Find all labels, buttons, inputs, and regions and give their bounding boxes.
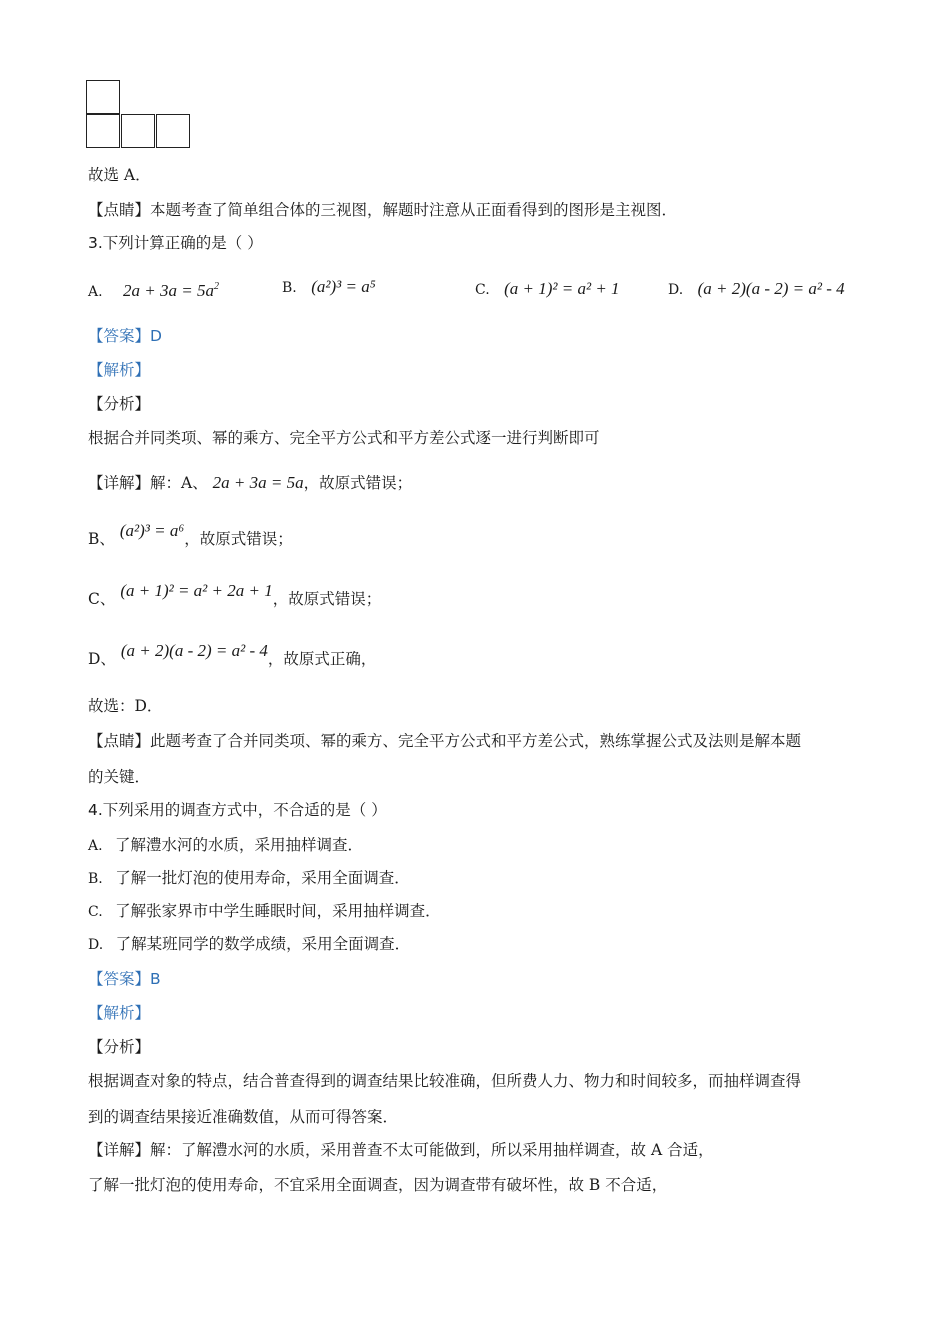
q3-detail-c xyxy=(88,581,382,610)
q4-option-c xyxy=(88,900,441,923)
q4-option-a-text: 了解澧水河的水质，采用抽样调查． xyxy=(115,836,364,854)
q4-fenxi-text-2: 到的调查结果接近准确数值，从而可得答案． xyxy=(88,1108,399,1126)
q4-fenxi-text-1: 根据调查对象的特点，结合普查得到的调查结果比较准确，但所费人力、物力和时间较多，而抽样调查得 xyxy=(88,1072,802,1090)
q3-option-a-sup: 2 xyxy=(213,281,219,292)
q3-detail-d-suffix: ，故原式正确， xyxy=(267,650,377,668)
q3-option-c-letter: C. xyxy=(475,282,490,298)
q3-detail-a xyxy=(88,472,412,494)
q3-detail-a-prefix: 解：A、 xyxy=(150,474,208,492)
q3-dianjing-line-2: 的关键． xyxy=(88,768,151,786)
q3-detail-b xyxy=(88,521,293,550)
q3-answer-tag: 【答案】 xyxy=(88,327,151,345)
q4-answer-tag: 【答案】 xyxy=(88,970,151,988)
q3-option-d xyxy=(668,278,845,301)
q3-analysis-tag: 【解析】 xyxy=(88,361,151,379)
dianjing-line xyxy=(88,199,677,221)
q3-detail-tag: 【详解】 xyxy=(88,474,151,492)
dianjing-text: 本题考查了简单组合体的三视图，解题时注意从正面看得到的图形是主视图． xyxy=(150,201,678,219)
q4-answer-value: B xyxy=(150,970,161,988)
q3-option-c-expr: (a + 1)² = a² + 1 xyxy=(504,279,620,298)
q4-detail-tag: 【详解】 xyxy=(88,1141,151,1159)
q3-dianjing-text-1: 此题考查了合并同类项、幂的乘方、完全平方公式和平方差公式，熟练掌握公式及法则是解本题 xyxy=(150,732,802,750)
q3-option-b-letter: B. xyxy=(282,280,297,296)
q4-analysis-tag: 【解析】 xyxy=(88,1004,151,1022)
q3-detail-b-prefix: B、 xyxy=(88,530,115,548)
choose-a-line: 故选 A． xyxy=(88,166,151,184)
q4-answer-line xyxy=(88,968,161,990)
q3-dianjing-line-1 xyxy=(88,730,801,752)
q3-option-c xyxy=(475,278,620,301)
q4-detail-text-1: 解：了解澧水河的水质，采用普查不太可能做到，所以采用抽样调查，故 A 合适， xyxy=(150,1141,714,1159)
q4-detail-line-2: 了解一批灯泡的使用寿命，不宜采用全面调查，因为调查带有破坏性，故 B 不合适， xyxy=(88,1176,668,1194)
q4-option-c-text: 了解张家界市中学生睡眠时间，采用抽样调查． xyxy=(115,902,441,920)
q3-option-d-expr: (a + 2)(a - 2) = a² - 4 xyxy=(697,279,845,298)
q3-detail-d xyxy=(88,641,377,670)
q3-detail-d-expr: (a + 2)(a - 2) = a² - 4 xyxy=(120,641,268,660)
question-3-title: 3.下列计算正确的是（ ） xyxy=(88,234,263,252)
figure-cell-bottom-3 xyxy=(156,114,190,148)
q3-option-a-expr: 2a + 3a = 5a xyxy=(123,281,214,300)
q3-detail-b-expr: (a²)³ = a⁶ xyxy=(119,521,185,540)
q4-option-d xyxy=(88,933,410,956)
q3-detail-c-suffix: ，故原式错误； xyxy=(272,590,382,608)
q4-fenxi-tag: 【分析】 xyxy=(88,1038,151,1056)
q4-option-a-letter: A. xyxy=(88,838,103,854)
q4-option-d-text: 了解某班同学的数学成绩，采用全面调查． xyxy=(115,935,411,953)
q3-option-b xyxy=(282,276,376,299)
figure-cell-top xyxy=(86,80,120,114)
figure-cell-bottom-2 xyxy=(121,114,155,148)
q3-fenxi-text: 根据合并同类项、幂的乘方、完全平方公式和平方差公式逐一进行判断即可 xyxy=(88,429,600,447)
q3-fenxi-tag: 【分析】 xyxy=(88,395,151,413)
figure-cell-bottom-1 xyxy=(86,114,120,148)
q4-option-a xyxy=(88,834,363,857)
dianjing-tag: 【点睛】 xyxy=(88,201,151,219)
q3-dianjing-tag: 【点睛】 xyxy=(88,732,151,750)
q4-option-b-text: 了解一批灯泡的使用寿命，采用全面调查． xyxy=(115,869,410,887)
q4-option-b xyxy=(88,867,410,890)
q3-answer-value: D xyxy=(150,327,162,345)
q4-option-c-letter: C. xyxy=(88,904,103,920)
q3-option-d-letter: D. xyxy=(668,282,684,298)
q4-option-b-letter: B. xyxy=(88,871,103,887)
q3-detail-c-expr: (a + 1)² = a² + 2a + 1 xyxy=(120,581,273,600)
q4-option-d-letter: D. xyxy=(88,937,104,953)
question-4-title: 4.下列采用的调查方式中，不合适的是（ ） xyxy=(88,801,387,819)
q3-option-a-letter: A. xyxy=(88,284,103,300)
q3-answer-line xyxy=(88,325,162,347)
q3-detail-d-prefix: D、 xyxy=(88,650,116,668)
q4-detail-line-1 xyxy=(88,1139,714,1161)
q3-detail-a-suffix: ，故原式错误； xyxy=(303,474,413,492)
q3-detail-c-prefix: C、 xyxy=(88,590,116,608)
q3-detail-a-expr: 2a + 3a = 5a xyxy=(212,473,304,492)
q3-option-b-expr: (a²)³ = a⁵ xyxy=(311,277,376,296)
q3-detail-b-suffix: ，故原式错误； xyxy=(184,530,293,548)
q3-option-a xyxy=(88,280,219,303)
q3-choose-line: 故选：D． xyxy=(88,697,163,715)
